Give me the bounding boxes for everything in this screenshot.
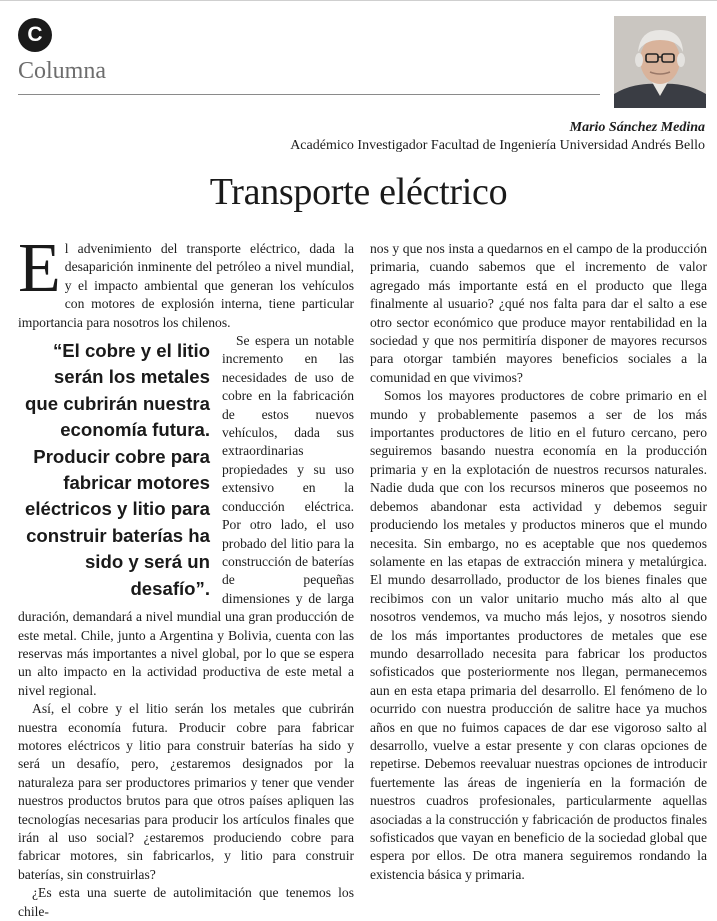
author-name: Mario Sánchez Medina (569, 120, 705, 135)
paragraph-1 (18, 230, 354, 332)
paragraph-5: nos y que nos insta a quedarnos en el campo de la producción primaria, cuando sabemos que el incremento de valor agregado más importante está en el producto que llega finalmente al usuario? ¿qué nos falta para dar el salto a ese otro sector económico que produce mayor rentabilidad en la sociedad y que nos permitiría disponer de mayores recursos para otorgar también mayores beneficios sociales a la comunidad en que vivimos? (370, 241, 707, 385)
section-label: Columna (18, 58, 106, 84)
article-title: Transporte eléctrico (209, 171, 508, 213)
author-portrait-icon (614, 16, 706, 108)
top-rule (0, 0, 717, 1)
paragraph-2 (18, 332, 354, 700)
paragraph-4: ¿Es esta una suerte de autolimitación que tenemos los chile- (18, 885, 354, 919)
dropcap: E (18, 230, 61, 307)
section-divider (18, 94, 600, 95)
paragraph-2-text: Se espera un notable incremento en las necesidades de uso de cobre en la fabricación de estos nuevos vehículos, dada sus extraordinarias propiedades y su uso extensivo en la conducción eléctrica. Por otro lado, el uso probado del litio para la construcción de baterías de pequeñas dimensiones y de larga duración, demandará a nivel mundial una gran producción de este metal. Chile, junto a Argentina y Bolivia, cuenta con las reservas más importantes a nivel global, por lo que se espera un alto impacto en la actividad productiva de este metal a nivel regional. (18, 333, 354, 698)
article-column-1 (18, 230, 354, 921)
author-photo (614, 16, 706, 108)
section-badge (18, 18, 52, 52)
article-column-2 (370, 240, 707, 884)
author-byline (290, 120, 705, 154)
paragraph-3: Así, el cobre y el litio serán los metales que cubrirán nuestra economía futura. Producir cobre para fabricar motores eléctricos y litio para construir baterías ha sido y será un desafío, pero, ¿estaremos designados por la naturaleza para ser productores primarios y tener que vender nuestros productos brutos para que otros países apliquen las tecnologías necesarias para producir los artículos finales que irán al uso social? ¿estaremos produciendo cobre para fabricar motores, sin fabricarlos, y litio para construir baterías, sin construirlas? (18, 701, 354, 882)
section-badge-letter: C (27, 23, 43, 46)
author-role: Académico Investigador Facultad de Ingeniería Universidad Andrés Bello (290, 138, 705, 153)
paragraph-1-text: l advenimiento del transporte eléctrico, dada la desaparición inminente del petróleo a nivel mundial, y el impacto ambiental que generan los vehículos con motores de explosión interna, tiene particular importancia para nosotros los chilenos. (18, 241, 354, 330)
paragraph-6: Somos los mayores productores de cobre primario en el mundo y probablemente pasemos a ser de los más importantes productores de litio en el futuro cercano, pero seguiremos basando nuestra economía en la producción primaria y en la explotación de nuestros recursos naturales. Nadie duda que con los recursos mineros que poseemos no debemos abandonar esta actividad y debemos seguir produciendo los metales y productos mineros que el mundo necesita. Sin embargo, no es aceptable que nos quedemos solamente en las etapas de extracción minera y metalúrgica. El mundo desarrollado, productor de los bienes finales que recibimos con un valor unitario mucho más alto al que nosotros vendemos, va mucho más lejos, y nosotros siendo de los más importantes productores de metales que ese mundo desarrollado necesita para fabricar los productos sofisticados que posteriormente nos llegan, permanecemos aun en esta etapa primaria del desarrollo. El fenómeno de lo ocurrido con nuestra producción de salitre hace ya muchos años en que no fuimos capaces de dar ese vigoroso salto al desarrollo, vuelve a estar presente y con claras opciones de repetirse. Debemos reevaluar nuestras opciones de introducir fuertemente las áreas de ingeniería en la formación de nuestros cuadros profesionales, particularmente aquellas asociadas a la construcción y fabricación de productos finales sofisticados que vayan en beneficio de la sociedad global que espera por ellos. De otra manera seguiremos rondando la existencia básica y primaria. (370, 388, 707, 882)
pull-quote: “El cobre y el litio serán los metales que cubrirán nuestra economía futura. Producir cobre para fabricar motores eléctricos y litio para construir baterías ha sido y será un desafío”. (25, 340, 210, 599)
